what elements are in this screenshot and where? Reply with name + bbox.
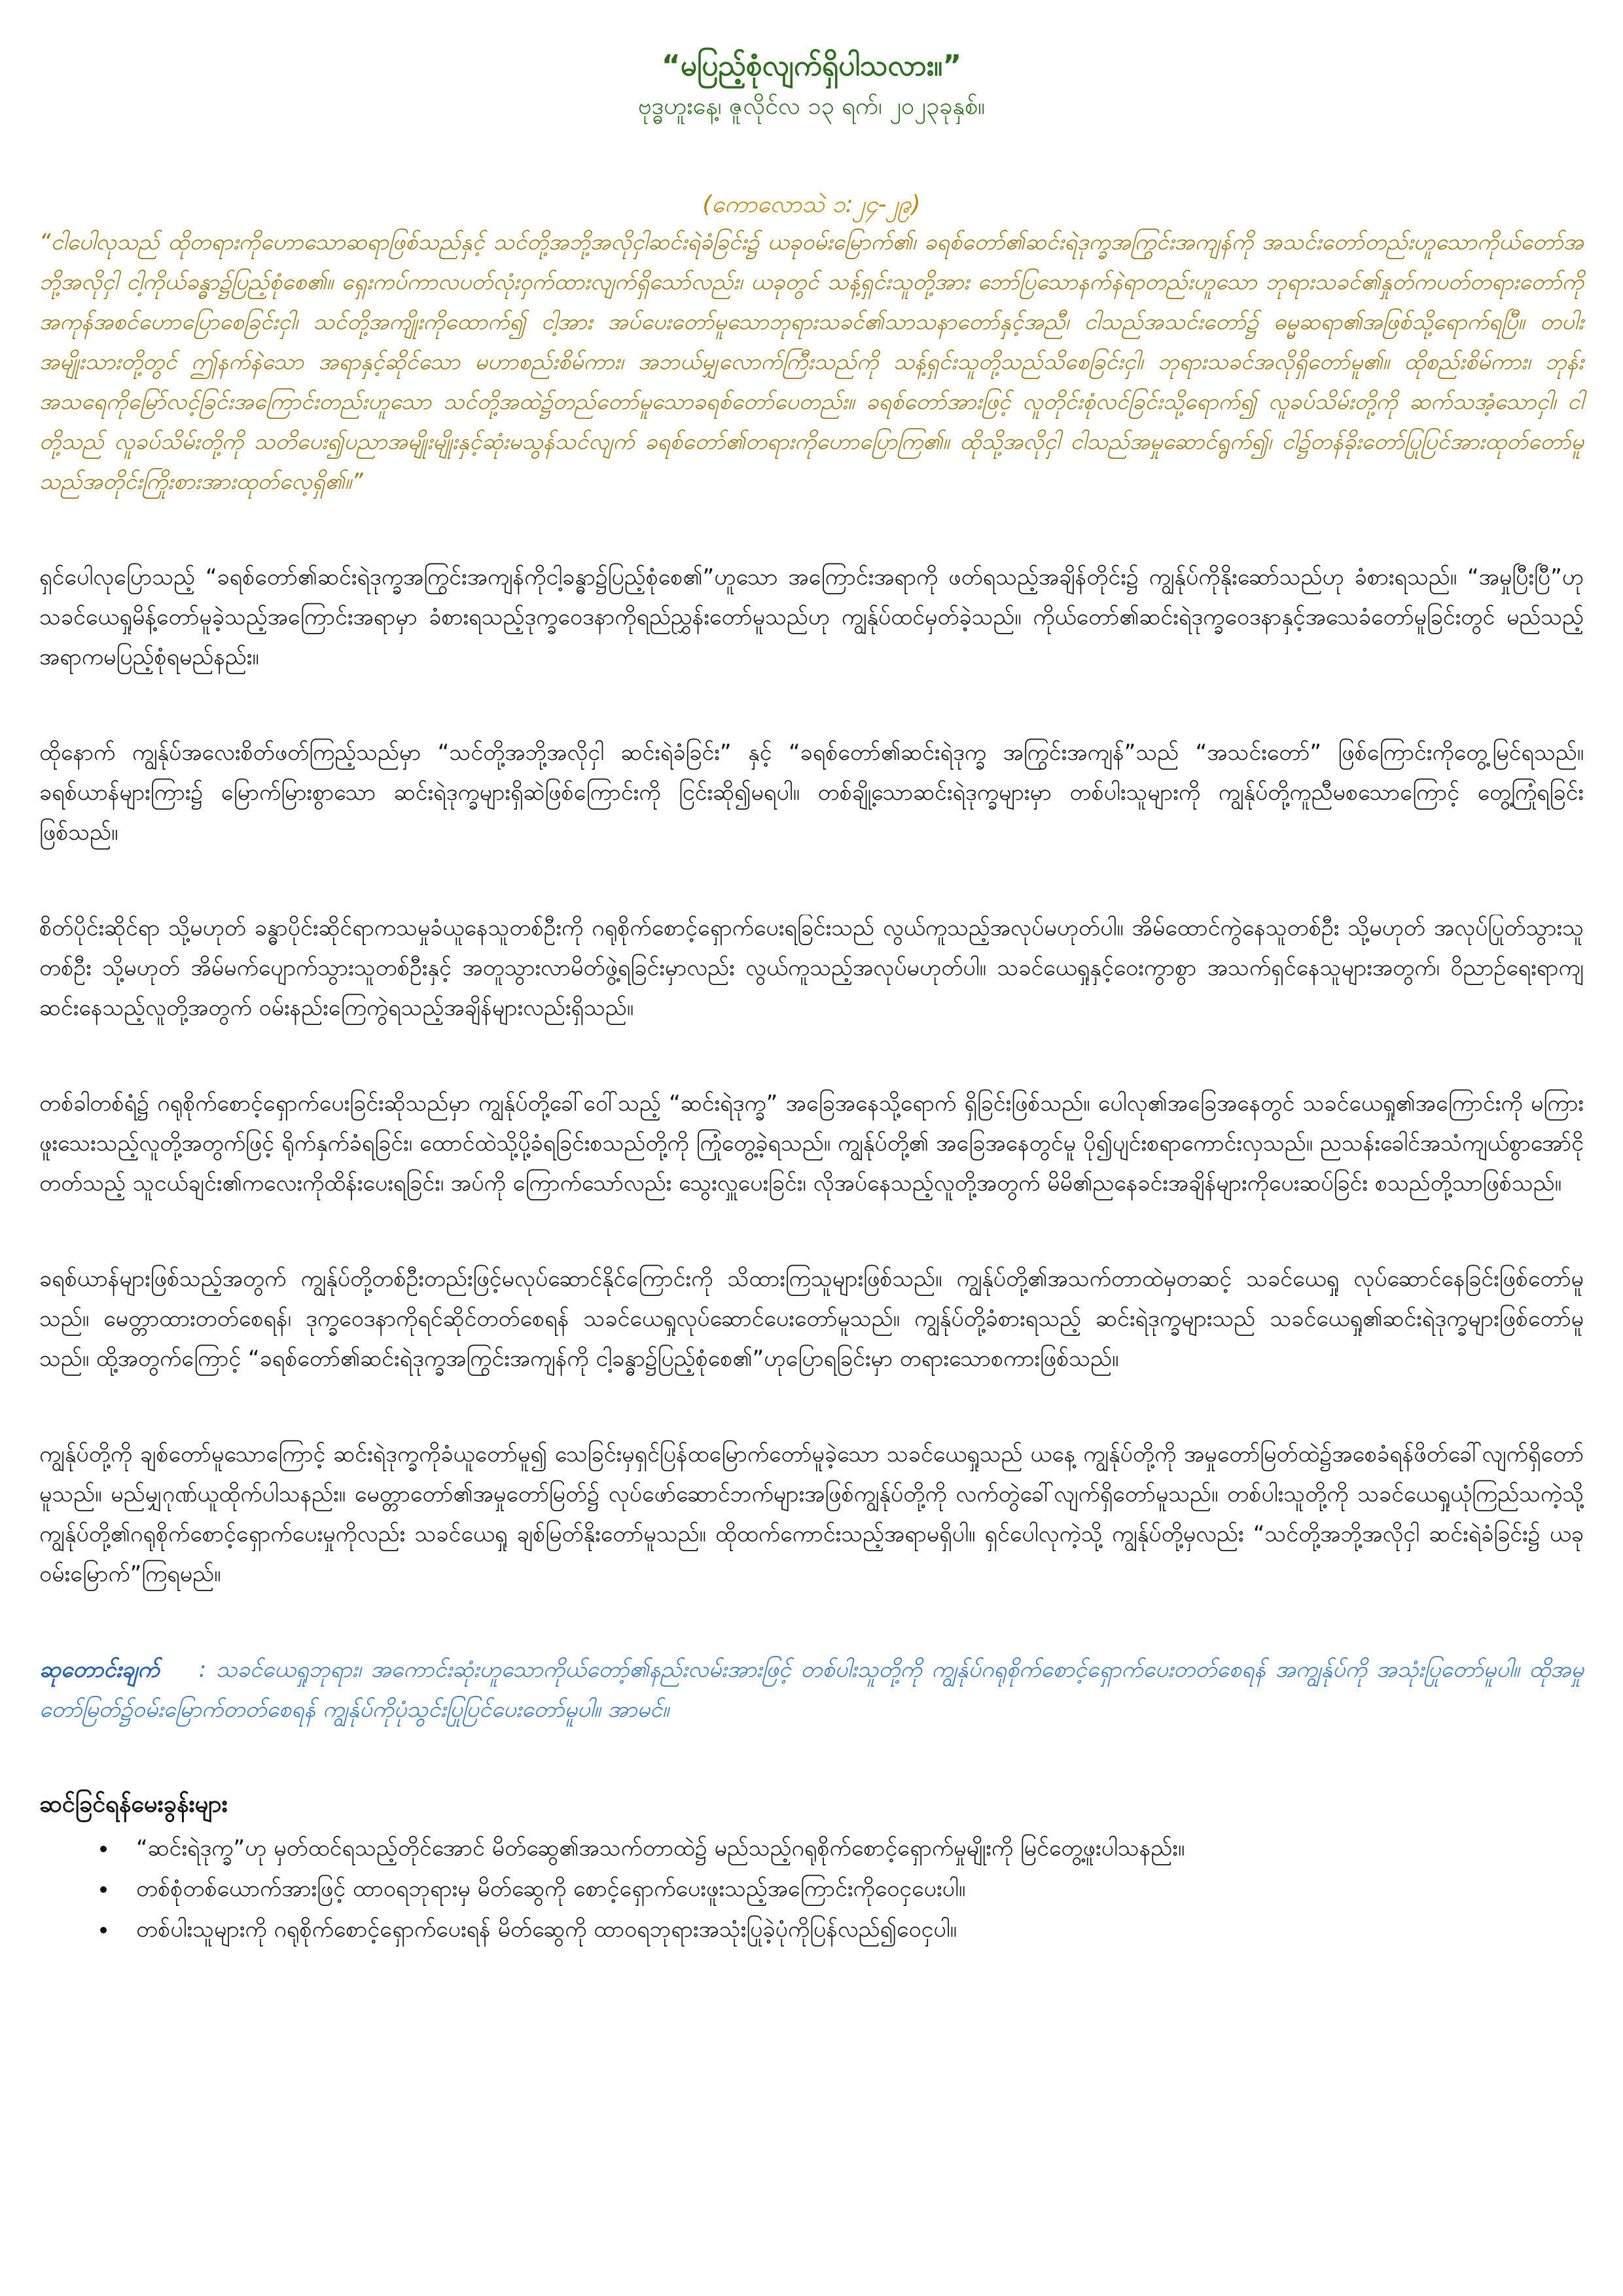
body-paragraph-6: ကျွန်ုပ်တို့ကို ချစ်တော်မူသောကြောင့် ဆင်းရဲဒုက္ခကိုခံယူတော်မူ၍ သေခြင်းမှရှင်ပြန်ထမြောက်တော်မူခဲ့သော သခင်ယေရှုသည် ယနေ့ ကျွန်ုပ်တို့ကို အမှုတော်မြတ်ထဲ၌အစေခံရန်ဖိတ်ခေါ်လျက်ရှိတော်မူသည်။ မည်မျှဂုဏ်ယူထိုက်ပါသနည်း။ မေတ္တာတော်၏အမှုတော်မြတ်၌ လုပ်ဖော်ဆောင်ဘက်များအဖြစ်ကျွန်ုပ်တို့ကို လက်တွဲခေါ်လျက်ရှိတော်မူသည်။ တစ်ပါးသူတို့ကို သခင်ယေရှုယုံကြည်သကဲ့သို့ ကျွန်ုပ်တို့၏ဂရုစိုက်စောင့်ရှောက်ပေးမှုကိုလည်း သခင်ယေရှု ချစ်မြတ်နိုးတော်မူသည်။ ထိုထက်ကောင်းသည့်အရာမရှိပါ။ ရှင်ပေါလုကဲ့သို့ ကျွန်ုပ်တို့မှလည်း “သင်တို့အဘို့အလိုငှါ ဆင်းရဲခံခြင်း၌ ယခုဝမ်းမြောက်”ကြရမည်။ [39,1441,1584,1587]
body-paragraph-2: ထိုနောက် ကျွန်ုပ်အလေးစိတ်ဖတ်ကြည့်သည်မှာ “သင်တို့အဘို့အလိုငှါ ဆင်းရဲခံခြင်း” နှင့် “ခရစ်တော်၏ဆင်းရဲဒုက္ခ အကြွင်းအကျန်”သည် “အသင်းတော်” ဖြစ်ကြောင်းကိုတွေ့မြင်ရသည်။ ခရစ်ယာန်များကြား၌ မြောက်မြားစွာသော ဆင်းရဲဒုက္ခများရှိဆဲဖြစ်ကြောင်းကို ငြင်းဆို၍မရပါ။ တစ်ချို့သောဆင်းရဲဒုက္ခများမှာ တစ်ပါးသူများကို ကျွန်ုပ်တို့ကူညီမစသောကြောင့် တွေ့ကြုံရခြင်းဖြစ်သည်။ [39,740,1584,846]
page-date: ဗုဒ္ဓဟူးနေ့၊ ဇူလိုင်လ ၁၃ ရက်၊ ၂၀၂၃ခုနှစ်။ [637,93,986,120]
page-title: “မပြည့်စုံလျက်ရှိပါသလား။” [661,49,962,82]
question-item: • “ဆင်းရဲဒုက္ခ”ဟု မှတ်ထင်ရသည့်တိုင်အောင် မိတ်ဆွေ၏အသက်တာထဲ၌ မည်သည့်ဂရုစိုက်စောင့်ရှောက်မှုမျိုးကို မြင်တွေ့ဖူးပါသနည်း။ [118,1828,1584,1869]
scripture-reference: (ကောလောသဲ ၁:၂၄-၂၉) [702,191,921,218]
prayer-text: : သခင်ယေရှုဘုရား၊ အကောင်းဆုံးဟူသောကိုယ်တော့်၏နည်းလမ်းအားဖြင့် တစ်ပါးသူတို့ကို ကျွန်ုပ်ဂရုစိုက်စောင့်ရှောက်ပေးတတ်စေရန် အကျွန်ုပ်ကို အသုံးပြုတော်မူပါ။ ထိုအမှုတော်မြတ်၌ဝမ်းမြောက်တတ်စေရန် ကျွန်ုပ်ကိုပုံသွင်းပြုပြင်ပေးတော်မူပါ။ အာမင်။ [39,1657,1584,1723]
body-paragraph-1: ရှင်ပေါလုပြောသည့် “ခရစ်တော်၏ဆင်းရဲဒုက္ခအကြွင်းအကျန်ကိုငါ့ခန္ဓာ၌ပြည့်စုံစေ၏”ဟူသော အကြောင်းအရာကို ဖတ်ရသည့်အချိန်တိုင်း၌ ကျွန်ုပ်ကိုနိုးဆော်သည်ဟု ခံစားရသည်။ “အမှုပြီးပြီ”ဟု သခင်ယေရှုမိန့်တော်မူခဲ့သည့်အကြောင်းအရာမှာ ခံစားရသည့်ဒုက္ခဝေဒနာကိုရည်ညွှန်းတော်မူသည်ဟု ကျွန်ုပ်ထင်မှတ်ခဲ့သည်။ ကိုယ်တော်၏ဆင်းရဲဒုက္ခဝေဒနာနှင့်အသေခံတော်မူခြင်းတွင် မည်သည့်အရာကမပြည့်စုံရမည်နည်း။ [39,564,1584,670]
scripture-text: “ငါပေါလုသည် ထိုတရားကိုဟောသောဆရာဖြစ်သည်နှင့် သင်တို့အဘို့အလိုငှါဆင်းရဲခံခြင်း၌ ယခုဝမ်းမြောက်၏၊ ခရစ်တော်၏ဆင်းရဲဒုက္ခအကြွင်းအကျန်ကို အသင်းတော်တည်းဟူသောကိုယ်တော်အဘို့အလိုငှါ ငါ့ကိုယ်ခန္ဓာ၌ပြည့်စုံစေ၏။ ရှေးကပ်ကာလပတ်လုံးဝှက်ထားလျက်ရှိသော်လည်း၊ ယခုတွင် သန့်ရှင်းသူတို့အား ဘော်ပြသောနက်နဲရာတည်းဟူသော ဘုရားသခင်၏နှုတ်ကပတ်တရားတော်ကို အကုန်အစင်ဟောပြောစေခြင်းငှါ၊ သင်တို့အကျိုးကိုထောက်၍ ငါ့အား အပ်ပေးတော်မူသောဘုရားသခင်၏သာသနာတော်နှင့်အညီ၊ ငါသည်အသင်းတော်၌ ဓမ္မဆရာ၏အဖြစ်သို့ရောက်ရပြီ။ တပါးအမျိုးသားတို့တွင် ဤနက်နဲသော အရာနှင့်ဆိုင်သော မဟာစည်းစိမ်ကား၊ အဘယ်မျှလောက်ကြီးသည်ကို သန့်ရှင်းသူတို့သည်သိစေခြင်းငှါ၊ ဘုရားသခင်အလိုရှိတော်မူ၏။ ထိုစည်းစိမ်ကား၊ ဘုန်းအသရေကိုမြော်လင့်ခြင်းအကြောင်းတည်းဟူသော သင်တို့အထဲ၌တည်တော်မူသောခရစ်တော်ပေတည်း။ ခရစ်တော်အားဖြင့် လူတိုင်းစုံလင်ခြင်းသို့ရောက်၍ လူခပ်သိမ်းတို့ကို ဆက်သအံ့သောငှါ၊ ငါတို့သည် လူခပ်သိမ်းတို့ကို သတိပေး၍ပညာအမျိုးမျိုးနှင့်ဆုံးမသွန်သင်လျက် ခရစ်တော်၏တရားကိုဟောပြောကြ၏။ ထိုသို့အလိုငှါ ငါသည်အမှုဆောင်ရွက်၍၊ ငါ၌တန်ခိုးတော်ပြုပြင်အားထုတ်တော်မူသည်အတိုင်းကြိုးစားအားထုတ်လေ့ရှိ၏။” [39,229,1584,495]
questions-list [39,1828,1584,1950]
body-paragraph-3: စိတ်ပိုင်းဆိုင်ရာ သို့မဟုတ် ခန္ဓာပိုင်းဆိုင်ရာကသမှုခံယူနေသူတစ်ဦးကို ဂရုစိုက်စောင့်ရှောက်ပေးရခြင်းသည် လွယ်ကူသည့်အလုပ်မဟုတ်ပါ။ အိမ်ထောင်ကွဲနေသူတစ်ဦး သို့မဟုတ် အလုပ်ပြုတ်သွားသူတစ်ဦး သို့မဟုတ် အိမ်မက်ပျောက်သွားသူတစ်ဦးနှင့် အတူသွားလာမိတ်ဖွဲ့ရခြင်းမှာလည်း လွယ်ကူသည့်အလုပ်မဟုတ်ပါ။ သခင်ယေရှုနှင့်ဝေးကွာစွာ အသက်ရှင်နေသူများအတွက်၊ ဝိညာဉ်ရေးရာကျဆင်းနေသည့်လူတို့အတွက် ဝမ်းနည်းကြေကွဲရသည့်အချိန်များလည်းရှိသည်။ [39,915,1584,1021]
prayer-block [39,1650,1584,1730]
question-item: • တစ်ပါးသူများကို ဂရုစိုက်စောင့်ရှောက်ပေးရန် မိတ်ဆွေကို ထာဝရဘုရားအသုံးပြုခဲ့ပုံကိုပြန်လည်၍ဝေငှပါ။ [118,1909,1584,1950]
questions-heading: ဆင်ခြင်ရန်မေးခွန်းများ [39,1791,228,1818]
body-paragraph-4: တစ်ခါတစ်ရံ၌ ဂရုစိုက်စောင့်ရှောက်ပေးခြင်းဆိုသည်မှာ ကျွန်ုပ်တို့ခေါ်ဝေါ်သည့် “ဆင်းရဲဒုက္ခ” အခြေအနေသို့ရောက် ရှိခြင်းဖြစ်သည်။ ပေါလု၏အခြေအနေတွင် သခင်ယေရှု၏အကြောင်းကို မကြားဖူးသေးသည့်လူတို့အတွက်ဖြင့် ရိုက်နှက်ခံရခြင်း၊ ထောင်ထဲသို့ပို့ခံရခြင်းစသည်တို့ကို ကြုံတွေ့ခဲ့ရသည်။ ကျွန်ုပ်တို့၏ အခြေအနေတွင်မူ ပို၍ပျင်းစရာကောင်းလှသည်။ ညသန်းခေါင်အသံကျယ်စွာအော်ငိုတတ်သည့် သူငယ်ချင်း၏ကလေးကိုထိန်းပေးရခြင်း၊ အပ်ကို ကြောက်သော်လည်း သွေးလှူပေးခြင်း၊ လိုအပ်နေသည့်လူတို့အတွက် မိမိ၏ညနေခင်းအချိန်များကိုပေးဆပ်ခြင်း စသည်တို့သာဖြစ်သည်။ [39,1090,1584,1196]
prayer-label: ဆုတောင်းချက် [39,1657,160,1683]
body-paragraph-5: ခရစ်ယာန်များဖြစ်သည့်အတွက် ကျွန်ုပ်တို့တစ်ဦးတည်းဖြင့်မလုပ်ဆောင်နိုင်ကြောင်းကို သိထားကြသူများဖြစ်သည်။ ကျွန်ုပ်တို့၏အသက်တာထဲမှတဆင့် သခင်ယေရှု လုပ်ဆောင်နေခြင်းဖြစ်တော်မူသည်။ မေတ္တာထားတတ်စေရန်၊ ဒုက္ခဝေဒနာကိုရင်ဆိုင်တတ်စေရန် သခင်ယေရှုလုပ်ဆောင်ပေးတော်မူသည်။ ကျွန်ုပ်တို့ခံစားရသည့် ဆင်းရဲဒုက္ခများသည် သခင်ယေရှု၏ဆင်းရဲဒုက္ခများဖြစ်တော်မူသည်။ ထို့အတွက်ကြောင့် “ခရစ်တော်၏ဆင်းရဲဒုက္ခအကြွင်းအကျန်ကို ငါ့ခန္ဓာ၌ပြည့်စုံစေ၏”ဟုပြောရခြင်းမှာ တရားသောစကားဖြစ်သည်။ [39,1266,1584,1372]
question-item: • တစ်စုံတစ်ယောက်အားဖြင့် ထာဝရဘုရားမှ မိတ်ဆွေကို စောင့်ရှောက်ပေးဖူးသည့်အကြောင်းကိုဝေငှပေးပါ။ [118,1869,1584,1909]
